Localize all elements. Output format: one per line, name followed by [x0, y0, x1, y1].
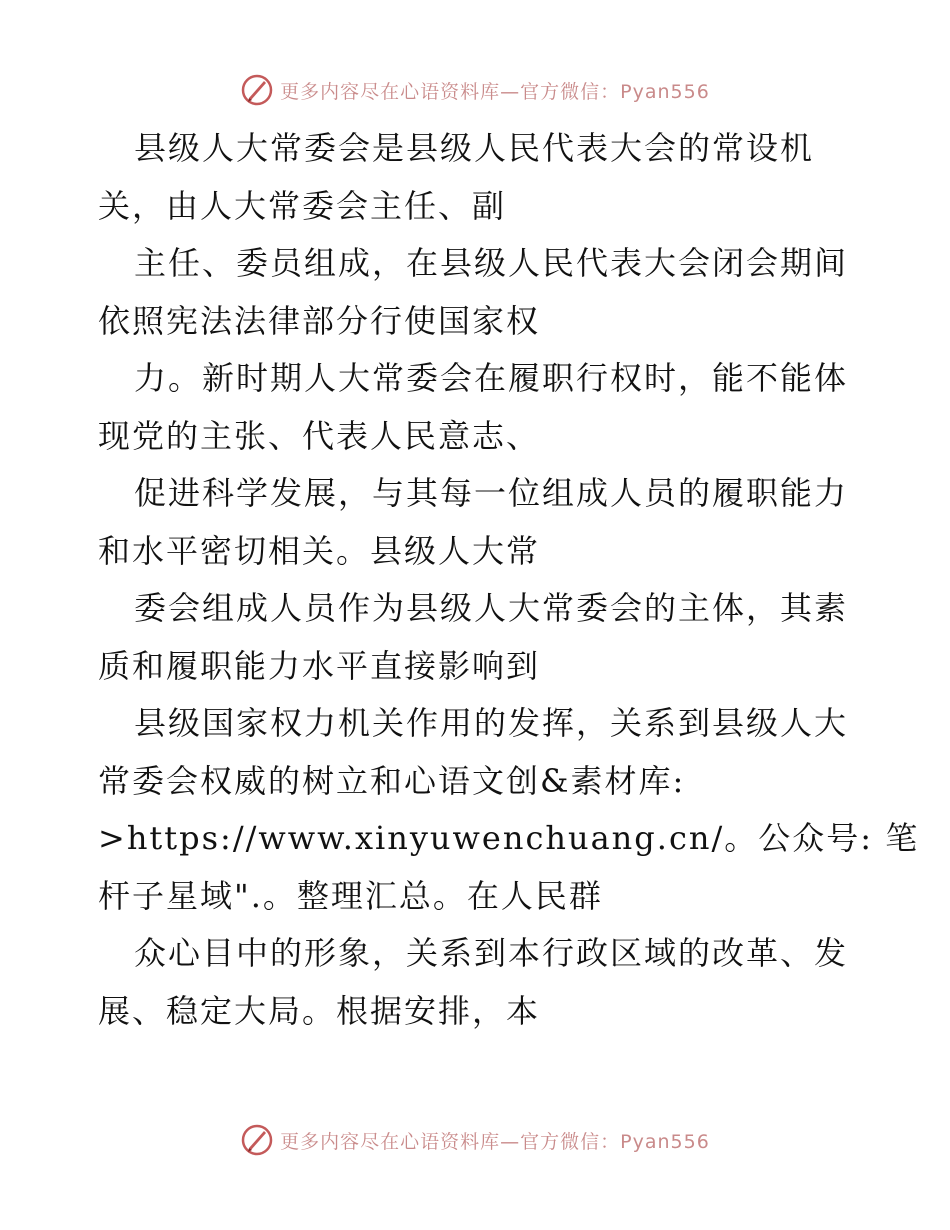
- text-line: 县级国家权力机关作用的发挥，关系到县级人大: [134, 704, 849, 742]
- text-line: 关，由人大常委会主任、副: [98, 186, 507, 225]
- text-line: 众心目中的形象，关系到本行政区域的改革、发: [134, 934, 849, 972]
- text-line: 杆子星域".。整理汇总。在人民群: [98, 876, 603, 915]
- text-line: 质和履职能力水平直接影响到: [98, 646, 541, 685]
- text-line: 展、稳定大局。根据安排，本: [98, 991, 541, 1030]
- text-line: 现党的主张、代表人民意志、: [98, 416, 541, 455]
- text-line: 力。新时期人大常委会在履职行权时，能不能体: [134, 359, 849, 397]
- quill-pen-circle-icon: [240, 73, 274, 107]
- header-banner-content: [240, 73, 710, 107]
- text-line: 常委会权威的树立和心语文创&素材库:: [98, 761, 686, 800]
- text-line: 促进科学发展，与其每一位组成人员的履职能力: [134, 474, 849, 512]
- footer-banner-content: [240, 1123, 710, 1157]
- header-banner-text: 更多内容尽在心语资料库—官方微信：Pyan556: [280, 80, 710, 103]
- footer-banner: [0, 1120, 950, 1160]
- text-line: 委会组成人员作为县级人大常委会的主体，其素: [134, 589, 849, 627]
- text-line: >https://www.xinyuwenchuang.cn/。公众号: 笔: [98, 819, 920, 857]
- text-line: 县级人大常委会是县级人民代表大会的常设机: [134, 129, 815, 167]
- header-banner: [0, 70, 950, 110]
- text-line: 依照宪法法律部分行使国家权: [98, 301, 541, 340]
- text-line: 主任、委员组成，在县级人民代表大会闭会期间: [134, 244, 849, 282]
- footer-banner-text: 更多内容尽在心语资料库—官方微信：Pyan556: [280, 1130, 710, 1153]
- quill-pen-circle-icon: [240, 1123, 274, 1157]
- text-line: 和水平密切相关。县级人大常: [98, 531, 541, 570]
- document-body: [98, 120, 920, 1040]
